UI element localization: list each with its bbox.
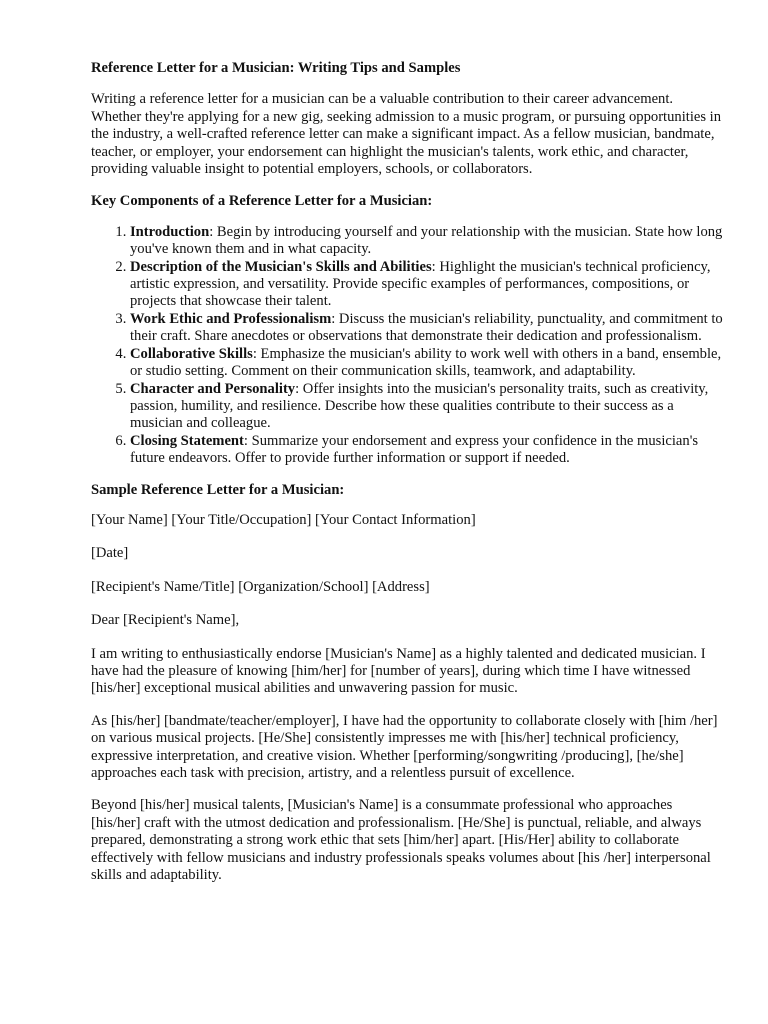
letter-paragraph: I am writing to enthusiastically endorse [Musician's Name] as a highly talented and dedicated musician. I have had the pleasure of knowing [him/her] for [number of years], during which time I have witnessed [his/her] exceptional musical abilities and unwavering passion for music. xyxy=(91,645,706,697)
list-item xyxy=(130,311,724,346)
date-line: [Date] xyxy=(91,545,129,562)
salutation: Dear [Recipient's Name], xyxy=(91,612,240,629)
component-term: Introduction xyxy=(130,223,210,240)
letter-paragraph: As [his/her] [bandmate/teacher/employer], I have had the opportunity to collaborate closely with [him /her] on various musical projects. [He/She] consistently impresses me with [his/her] technical proficiency, expressive interpretation, and creative vision. Whether [performing/songwriting /producing], [he/she] approaches each task with precision, artistry, and a relentless pursuit of excellence. xyxy=(91,712,718,781)
component-desc: : Summarize your endorsement and express your confidence in the musician's future endeavors. Offer to provide further information or support if needed. xyxy=(130,432,699,467)
components-heading: Key Components of a Reference Letter for a Musician: xyxy=(91,193,433,210)
component-desc: : Begin by introducing yourself and your relationship with the musician. State how long you've known them and in what capacity. xyxy=(130,223,723,258)
component-desc: : Emphasize the musician's ability to work well with others in a band, ensemble, or studio setting. Comment on their communication skills, teamwork, and adaptability. xyxy=(130,345,722,380)
component-desc: : Discuss the musician's reliability, punctuality, and commitment to their craft. Share anecdotes or observations that demonstrate their dedication and professionalism. xyxy=(130,310,723,345)
component-term: Closing Statement xyxy=(130,432,244,449)
component-term: Work Ethic and Professionalism xyxy=(130,310,332,327)
list-item xyxy=(130,433,724,468)
sample-heading: Sample Reference Letter for a Musician: xyxy=(91,481,345,498)
list-item xyxy=(130,346,724,381)
document-title: Reference Letter for a Musician: Writing Tips and Samples xyxy=(91,60,461,76)
list-item xyxy=(130,381,724,433)
list-item xyxy=(130,259,724,311)
component-desc: : Offer insights into the musician's personality traits, such as creativity, passion, humility, and resilience. Describe how these qualities contribute to their success as a musician and colleague. xyxy=(130,380,709,432)
letter-paragraph: Beyond [his/her] musical talents, [Musician's Name] is a consummate professional who approaches [his/her] craft with the utmost dedication and professionalism. [He/She] is punctual, reliable, and always prepared, demonstrating a strong work ethic that sets [him/her] apart. [His/Her] ability to collaborate effectively with fellow musicians and industry professionals speaks volumes about [his /her] interpersonal skills and adaptability. xyxy=(91,797,711,884)
component-desc: : Highlight the musician's technical proficiency, artistic expression, and versatility. Provide specific examples of performances, compositions, or projects that showcase their talent. xyxy=(130,258,711,310)
list-item xyxy=(130,224,724,259)
component-term: Collaborative Skills xyxy=(130,345,253,362)
component-term: Description of the Musician's Skills and Abilities xyxy=(130,258,432,275)
components-list xyxy=(91,224,724,468)
recipient-line: [Recipient's Name/Title] [Organization/School] [Address] xyxy=(91,578,430,595)
sender-line: [Your Name] [Your Title/Occupation] [Your Contact Information] xyxy=(91,511,476,528)
component-term: Character and Personality xyxy=(130,380,296,397)
intro-paragraph: Writing a reference letter for a musician can be a valuable contribution to their career advancement. Whether they're applying for a new gig, seeking admission to a music program, or pursuing opportunities in the industry, a well-crafted reference letter can make a significant impact. As a fellow musician, bandmate, teacher, or employer, your endorsement can highlight the musician's talents, work ethic, and character, providing valuable insight to potential employers, schools, or collaborators. xyxy=(91,91,722,178)
